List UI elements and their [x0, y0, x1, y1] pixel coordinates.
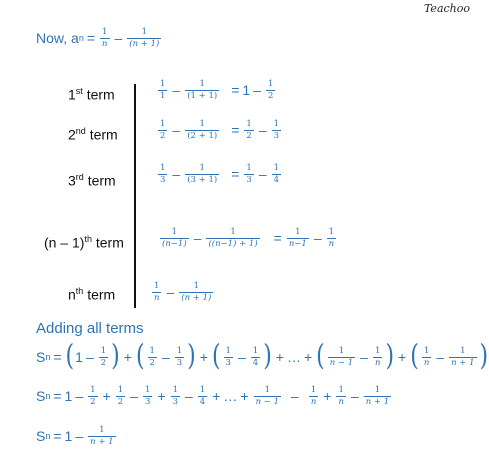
- intro-lead: Now, a: [36, 30, 79, 47]
- term-label-2: 2nd term: [68, 126, 118, 143]
- teachoo-watermark: Teachoo: [423, 2, 470, 15]
- intro-definition: Now, a n = $\frac{1}{n}$ – $\frac{1}{(n + 1)}$: [36, 27, 160, 49]
- intro-sub: n: [78, 33, 84, 44]
- term-label-3: 3rd term: [68, 172, 116, 189]
- section-heading: Adding all terms: [36, 320, 144, 337]
- sum-result: S n = 1 – $\frac{1}{n + 1}$: [36, 425, 114, 447]
- sum-expansion-flat: S n = 1 – $\frac{1}{2}$ + $\frac{1}{2}$ – $\frac{1}{3}$ + $\frac{1}{3}$ – $\frac{1}{4}$ + … + $\frac{1}{n - 1}$ – $\frac{1}{n}$ + $\frac{1}{n}$ – $\frac{1}{n + 1}$: [36, 385, 390, 407]
- term-expression-3: $\frac{1}{3}$ – $\frac{1}{(3 + 1)}$ = $\frac{1}{3}$ – $\frac{1}{4}$: [160, 163, 280, 185]
- fraction: $\frac{1}{n}$: [102, 27, 108, 49]
- term-expression-2: $\frac{1}{2}$ – $\frac{1}{(2 + 1)}$ = $\frac{1}{2}$ – $\frac{1}{3}$: [160, 119, 280, 141]
- sum-expansion-grouped: S n = ( 1 – $\frac{1}{2}$ ) + ( $\frac{1}{2}$ – $\frac{1}{3}$ ) + ( $\frac{1}{3}$ – $\frac{1}{4}$ ) + … + ( $\frac{1}{n - 1}$ – $\frac{1}{n}$ ) + ( $\frac{1}{n}$ – $\frac{1}{n + 1}$ ): [36, 340, 489, 373]
- term-label-1: 1st term: [68, 86, 115, 103]
- term-expression-n-minus-1: $\frac{1}{(n-1)}$ – $\frac{1}{((n-1) + 1)}$ = $\frac{1}{n-1}$ – $\frac{1}{n}$: [162, 227, 335, 249]
- term-label-n: $n^{th}$ term: [68, 286, 116, 303]
- term-expression-1: $\frac{1}{1}$ – $\frac{1}{(1 + 1)}$ = 1 – $\frac{1}{2}$: [160, 79, 274, 101]
- intro-equals: =: [86, 30, 96, 47]
- fraction: $\frac{1}{(n + 1)}$: [129, 27, 160, 49]
- term-expression-n: $\frac{1}{n}$ – $\frac{1}{(n + 1)}$: [154, 281, 212, 303]
- divider-line: [134, 84, 136, 308]
- term-label-n-minus-1: (n – 1)$^{th}$ term: [44, 234, 124, 251]
